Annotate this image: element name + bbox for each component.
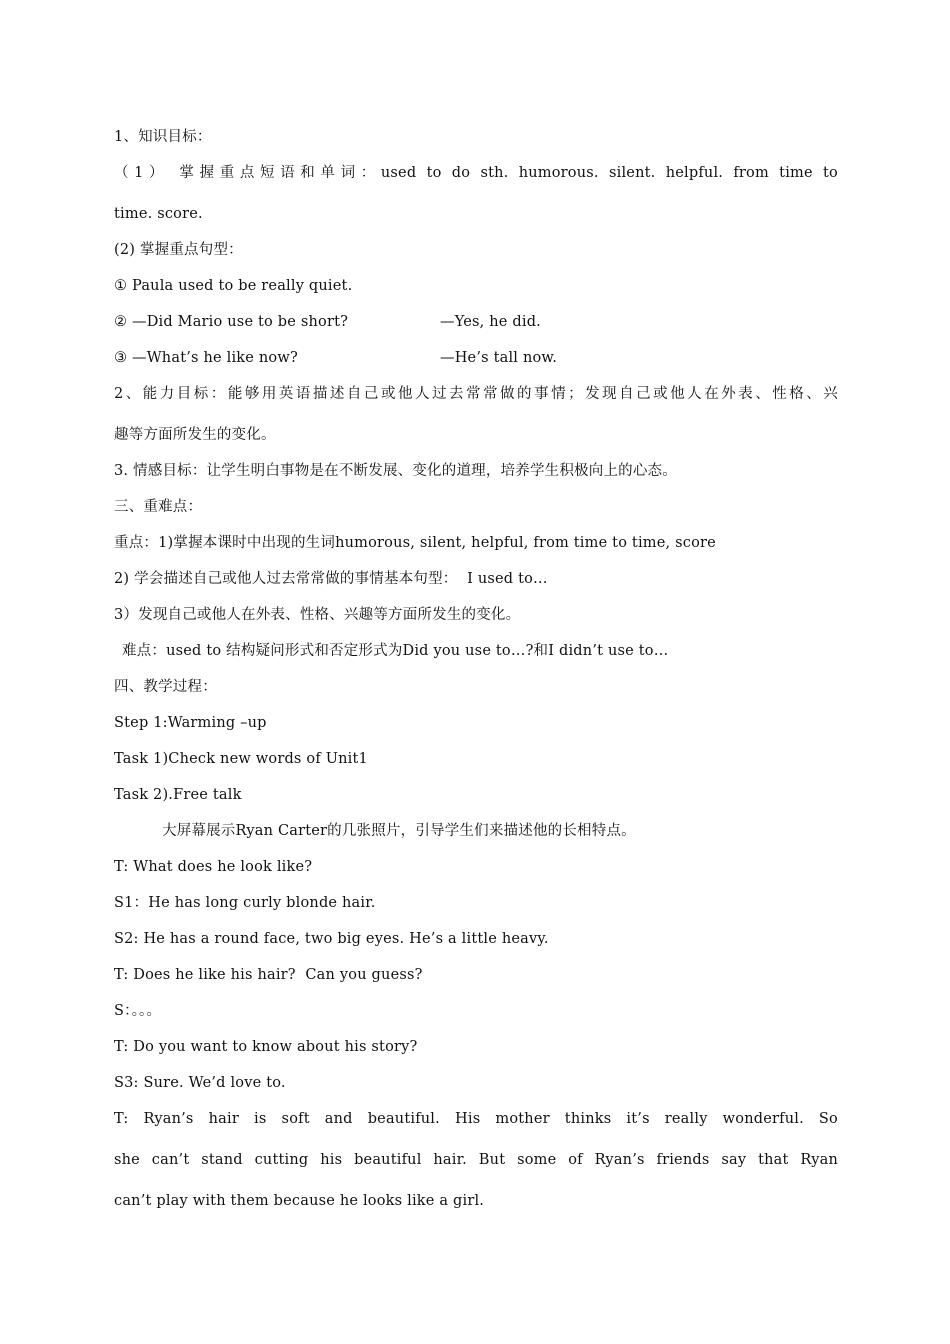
key-point-2: 2) 学会描述自己或他人过去常常做的事情基本句型： I used to… [114,571,548,587]
sentence-item-2 [114,309,838,345]
heading-teaching-process: 四、教学过程： [114,679,217,695]
step-1-title: Step 1:Warming –up [114,715,267,731]
document-body [114,124,838,1224]
paragraph-emotion-goals: 3. 情感目标：让学生明白事物是在不断发展、变化的道理，培养学生积极向上的心态。 [114,463,677,479]
sentence-item-2-answer: —Yes, he did. [440,314,541,330]
difficult-point: 难点：used to 结构疑问形式和否定形式为Did you use to…?和I didn’t use to… [122,643,669,659]
sentence-item-2-question: ② —Did Mario use to be short? [114,314,349,330]
sentence-item-3 [114,345,838,381]
dialogue-line: T: Does he like his hair? Can you guess? [114,967,423,983]
dialogue-paragraph-end: can’t play with them because he looks like a girl. [114,1193,485,1209]
dialogue-line: S：。。。 [114,1003,162,1019]
key-point-3: 3）发现自己或他人在外表、性格、兴趣等方面所发生的变化。 [114,607,521,623]
dialogue-paragraph-cont: she can’t stand cutting his beautiful hair. But some of Ryan’s friends say that Ryan [114,1152,838,1168]
key-point-1: 重点：1)掌握本课时中出现的生词humorous, silent, helpful, from time to time, score [114,535,716,551]
paragraph-ability-goals: 2、能力目标：能够用英语描述自己或他人过去常常做的事情；发现自己或他人在外表、性格、兴 [114,386,838,402]
task-2: Task 2).Free talk [114,787,242,803]
dialogue-line: S2: He has a round face, two big eyes. He’s a little heavy. [114,931,549,947]
sentence-item-3-question: ③ —What’s he like now? [114,350,298,366]
sentence-item-1: ① Paula used to be really quiet. [114,278,353,294]
heading-knowledge-goals: 1、知识目标： [114,129,212,145]
sentence-item-3-answer: —He’s tall now. [440,350,558,366]
task-1: Task 1)Check new words of Unit1 [114,751,368,767]
heading-key-sentences: (2) 掌握重点句型： [114,242,243,258]
paragraph-key-words-cont: time. score. [114,206,203,222]
dialogue-paragraph: T: Ryan’s hair is soft and beautiful. His mother thinks it’s really wonderful. So [114,1111,838,1127]
dialogue-line: T: What does he look like? [114,859,313,875]
dialogue-line: S3: Sure. We’d love to. [114,1075,286,1091]
heading-key-difficult-points: 三、重难点： [114,499,203,515]
paragraph-ability-goals-cont: 趣等方面所发生的变化。 [114,427,276,443]
instruction-paragraph: 大屏幕展示Ryan Carter的几张照片，引导学生们来描述他的长相特点。 [162,823,636,839]
paragraph-key-words: （1） 掌握重点短语和单词：used to do sth. humorous. silent. helpful. from time to [114,165,838,181]
dialogue-line: S1：He has long curly blonde hair. [114,895,376,911]
dialogue-line: T: Do you want to know about his story? [114,1039,418,1055]
